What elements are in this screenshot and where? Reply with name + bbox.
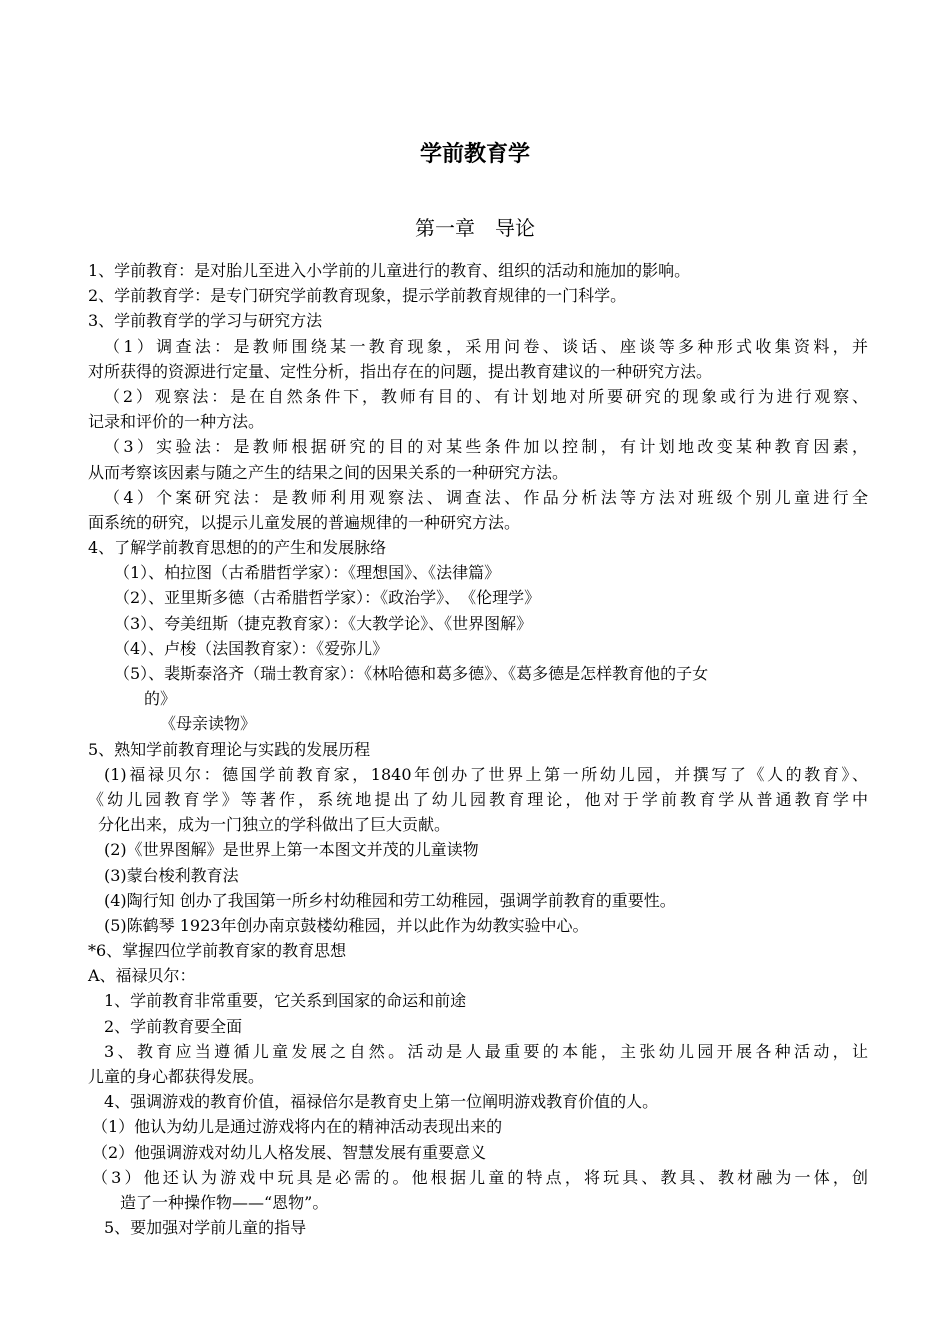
paragraph-line: 从而考察该因素与随之产生的结果之间的因果关系的一种研究方法。 bbox=[88, 462, 569, 482]
list-item: （3）、夸美纽斯（捷克教育家）：《大教学论》、《世界图解》 bbox=[114, 613, 533, 633]
section-heading: 4、了解学前教育思想的的产生和发展脉络 bbox=[88, 538, 387, 558]
list-item: （2）他强调游戏对幼儿人格发展、智慧发展有重要意义 bbox=[92, 1142, 487, 1162]
list-item: （1）、柏拉图（古希腊哲学家）：《理想国》、《法律篇》 bbox=[114, 563, 501, 583]
document-body bbox=[88, 258, 868, 1240]
section-heading: 5、熟知学前教育理论与实践的发展历程 bbox=[88, 739, 371, 759]
list-item: （1）他认为幼儿是通过游戏将内在的精神活动表现出来的 bbox=[92, 1117, 503, 1137]
paragraph-line: （2）观察法：是在自然条件下，教师有目的、有计划地对所要研究的现象或行为进行观察、 bbox=[104, 386, 868, 406]
paragraph-line: （4）个案研究法：是教师利用观察法、调查法、作品分析法等方法对班级个别儿童进行全 bbox=[104, 487, 868, 507]
paragraph-line: (1)福禄贝尔：德国学前教育家，1840年创办了世界上第一所幼儿园，并撰写了《人的教育》、 bbox=[104, 764, 868, 784]
list-item: 5、要加强对学前儿童的指导 bbox=[104, 1218, 307, 1238]
document-title: 学前教育学 bbox=[419, 142, 530, 167]
list-item: （3）他还认为游戏中玩具是必需的。他根据儿童的特点，将玩具、教具、教材融为一体，创 bbox=[92, 1167, 868, 1187]
paragraph-line: 1、学前教育：是对胎儿至进入小学前的儿童进行的教育、组织的活动和施加的影响。 bbox=[88, 261, 691, 280]
section-heading: *6、掌握四位学前教育家的教育思想 bbox=[88, 941, 347, 961]
list-item: (3)蒙台梭利教育法 bbox=[104, 865, 239, 885]
list-item: (5)陈鹤琴 1923年创办南京鼓楼幼稚园，并以此作为幼教实验中心。 bbox=[104, 915, 589, 935]
list-item: （2）、亚里斯多德（古希腊哲学家）：《政治学》、 《伦理学》 bbox=[114, 588, 541, 608]
list-item-continuation: 《母亲读物》 bbox=[160, 714, 257, 734]
list-item-continuation: 的》 bbox=[144, 689, 177, 709]
section-heading: 3、学前教育学的学习与研究方法 bbox=[88, 311, 323, 331]
paragraph-line: 《幼儿园教育学》等著作，系统地提出了幼儿园教育理论，他对于学前教育学从普通教育学中 bbox=[88, 789, 868, 809]
list-item: （4）、卢梭（法国教育家）：《爱弥儿》 bbox=[114, 638, 389, 658]
list-item: (2)《世界图解》是世界上第一本图文并茂的儿童读物 bbox=[104, 840, 479, 860]
paragraph-line: 记录和评价的一种方法。 bbox=[88, 412, 265, 432]
list-item-continuation: 儿童的身心都获得发展。 bbox=[88, 1067, 265, 1086]
paragraph-line: （3）实验法：是教师根据研究的目的对某些条件加以控制，有计划地改变某种教育因素， bbox=[104, 437, 868, 457]
paragraph-line: （1）调查法：是教师围绕某一教育现象，采用问卷、谈话、座谈等多种形式收集资料，并 bbox=[104, 336, 868, 356]
subsection-heading: A、福禄贝尔： bbox=[88, 966, 196, 986]
paragraph-line: 2、学前教育学：是专门研究学前教育现象，提示学前教育规律的一门科学。 bbox=[88, 286, 627, 306]
list-item: 1、学前教育非常重要，它关系到国家的命运和前途 bbox=[104, 991, 467, 1011]
list-item: 2、学前教育要全面 bbox=[104, 1016, 243, 1036]
list-item: 3、教育应当遵循儿童发展之自然。活动是人最重要的本能，主张幼儿园开展各种活动，让 bbox=[104, 1041, 868, 1061]
list-item: (4)陶行知 创办了我国第一所乡村幼稚园和劳工幼稚园，强调学前教育的重要性。 bbox=[104, 890, 676, 910]
paragraph-line: 面系统的研究，以提示儿童发展的普遍规律的一种研究方法。 bbox=[88, 512, 521, 532]
paragraph-line: 对所获得的资源进行定量、定性分析，指出存在的问题，提出教育建议的一种研究方法。 bbox=[88, 361, 713, 381]
list-item-continuation: 造了一种操作物——“恩物”。 bbox=[120, 1192, 329, 1212]
chapter-heading: 第一章 导论 bbox=[415, 216, 535, 240]
list-item: 4、强调游戏的教育价值，福禄倍尔是教育史上第一位阐明游戏教育价值的人。 bbox=[104, 1092, 659, 1112]
list-item: （5）、裴斯泰洛齐（瑞士教育家）：《林哈德和葛多德》、《葛多德是怎样教育他的子女 bbox=[114, 664, 709, 683]
paragraph-line: 分化出来，成为一门独立的学科做出了巨大贡献。 bbox=[98, 815, 451, 835]
